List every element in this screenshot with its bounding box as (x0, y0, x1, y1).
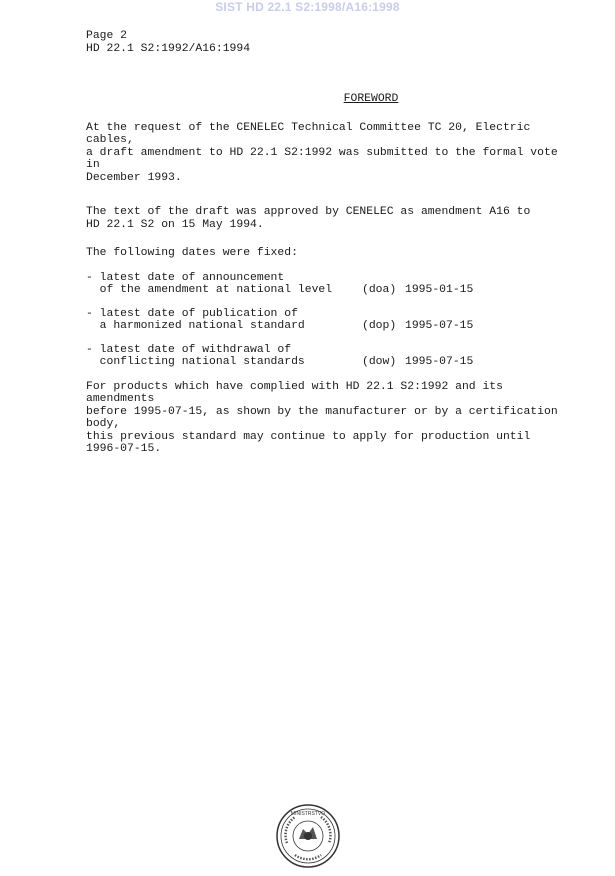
text-line: HD 22.1 S2 on 15 May 1994. (86, 218, 264, 231)
paragraph-approval (86, 206, 576, 231)
text-line: December 1993. (86, 171, 182, 184)
seal-text: MINISTRSTVO (290, 811, 326, 817)
date-item-doa (86, 272, 576, 297)
page-number: Page 2 (86, 30, 128, 42)
paragraph-request (86, 122, 576, 185)
date-value: 1995-07-15 (405, 356, 474, 368)
text-line: this previous standard may continue to apply for production until (86, 430, 531, 443)
date-item-line: of the amendment at national level (86, 284, 333, 296)
date-item-line: - latest date of announcement (86, 271, 285, 284)
dates-list (86, 272, 576, 369)
text-line: The text of the draft was approved by CENELEC as amendment A16 to (86, 206, 531, 218)
date-code: (doa) (362, 284, 397, 296)
date-item-line: - latest date of publication of (86, 307, 298, 320)
text-line: a draft amendment to HD 22.1 S2:1992 was submitted to the formal vote in (86, 146, 558, 171)
ministry-seal-stamp (275, 803, 341, 869)
date-item-dow (86, 344, 576, 369)
text-line: At the request of the CENELEC Technical Committee TC 20, Electric cables, (86, 121, 531, 146)
paragraph-dates-intro (86, 247, 576, 260)
paragraph-transition (86, 381, 576, 456)
date-code: (dow) (362, 356, 397, 368)
date-value: 1995-07-15 (405, 320, 474, 332)
date-item-line: a harmonized national standard (86, 320, 305, 332)
watermark: SIST HD 22.1 S2:1998/A16:1998 (215, 0, 400, 14)
date-item-line: conflicting national standards (86, 356, 305, 368)
text-line: For products which have complied with HD 22.1 S2:1992 and its amendments (86, 380, 503, 405)
text-line: before 1995-07-15, as shown by the manufacturer or by a certification body, (86, 405, 558, 430)
document-id: HD 22.1 S2:1992/A16:1994 (86, 42, 251, 55)
date-code: (dop) (362, 320, 397, 332)
foreword-title: FOREWORD (343, 93, 399, 105)
text-line: 1996-07-15. (86, 443, 162, 455)
date-value: 1995-01-15 (405, 284, 474, 296)
document-page (86, 30, 576, 456)
text-line: The following dates were fixed: (86, 247, 298, 259)
date-item-line: - latest date of withdrawal of (86, 343, 292, 356)
date-item-dop (86, 308, 576, 333)
